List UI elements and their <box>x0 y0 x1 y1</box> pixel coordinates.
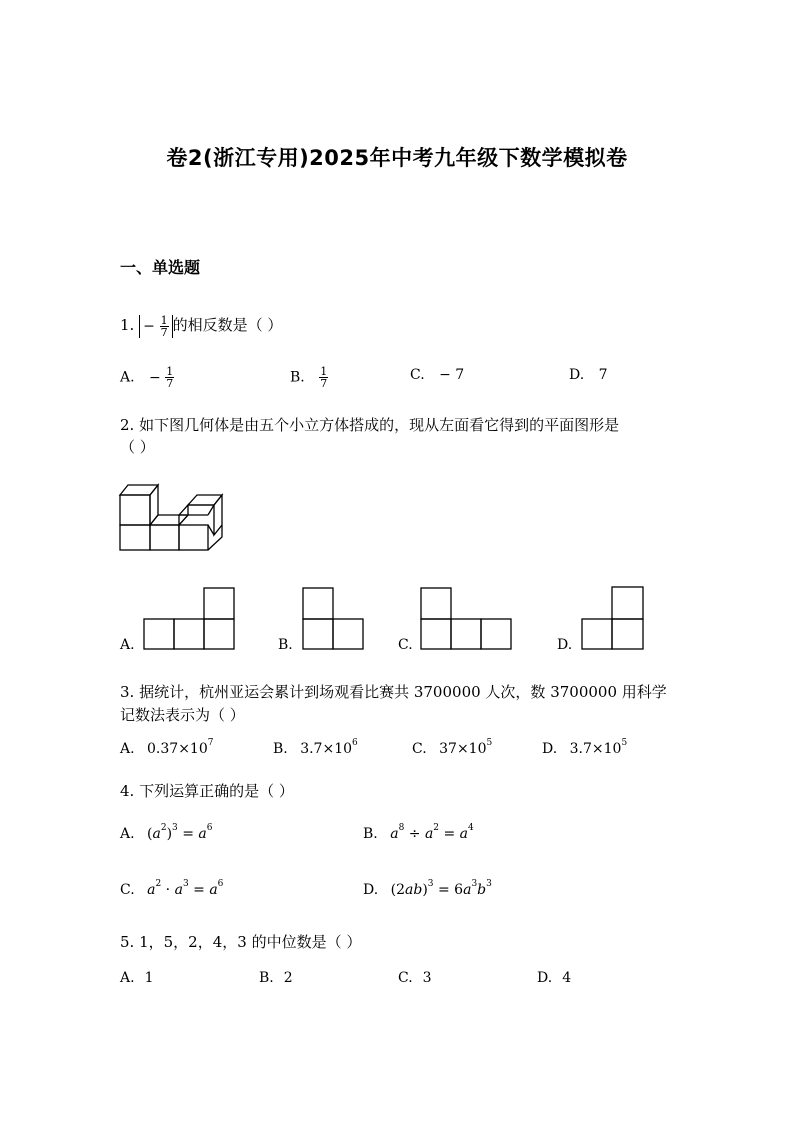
option-4a[interactable]: A. $(a^2)^3 = a^6$ <box>120 823 213 842</box>
option-3a[interactable]: A. $0.37\times 10^7$ <box>120 738 214 757</box>
option-1d[interactable]: D. 7 <box>569 367 608 383</box>
option-2d-figure[interactable] <box>581 586 649 652</box>
section-heading: 一、单选题 <box>120 258 201 277</box>
option-5c[interactable]: C. 3 <box>398 970 432 986</box>
question-3-line-2: 记数法表示为（ ） <box>120 706 245 724</box>
absolute-value-expression: − $\frac{1}{7}$ <box>139 315 173 338</box>
option-3b[interactable]: B. $3.7\times 10^6$ <box>273 738 358 757</box>
option-1b[interactable]: B. $\frac{1}{7}$ <box>290 365 328 390</box>
question-3-line-1: 3. 据统计，杭州亚运会累计到场观看比赛共 3700000 人次，数 3700000 用科学 <box>120 683 667 701</box>
question-2-line-1: 2. 如下图几何体是由五个小立方体搭成的，现从左面看它得到的平面图形是 <box>120 416 620 434</box>
option-4c[interactable]: C. $a^2 \cdot a^3 = a^6$ <box>120 879 224 898</box>
option-2d-label[interactable]: D. <box>557 637 573 653</box>
option-1c[interactable]: C. − 7 <box>410 367 465 383</box>
option-5a[interactable]: A. 1 <box>120 970 154 986</box>
option-2a-label[interactable]: A. <box>120 637 135 653</box>
option-4b[interactable]: B. $a^8 \div a^2 = a^4$ <box>363 823 474 842</box>
fraction: $\frac{1}{7}$ <box>160 313 168 339</box>
question-1 <box>120 314 282 338</box>
option-1a[interactable]: A. − $\frac{1}{7}$ <box>120 365 174 390</box>
option-4d[interactable]: D. $(2ab)^3 = 6a^3b^3$ <box>363 879 492 898</box>
option-2c-label[interactable]: C. <box>398 637 413 653</box>
question-1-text: 的相反数是（ ） <box>172 316 283 334</box>
question-4-line-1: 4. 下列运算正确的是（ ） <box>120 782 294 800</box>
cube-solid-figure <box>118 482 228 556</box>
question-5-line-1: 5. 1，5，2，4，3 的中位数是（ ） <box>120 933 362 951</box>
option-2b-figure[interactable] <box>302 587 368 651</box>
option-2c-figure[interactable] <box>420 587 516 651</box>
option-5d[interactable]: D. 4 <box>537 970 572 986</box>
question-2-line-2: （ ） <box>120 438 155 456</box>
question-1-number: 1. <box>120 316 135 334</box>
page-title: 卷2(浙江专用)2025年中考九年级下数学模拟卷 <box>166 146 628 170</box>
option-3d[interactable]: D. $3.7\times 10^5$ <box>542 738 628 757</box>
option-2b-label[interactable]: B. <box>278 637 293 653</box>
option-3c[interactable]: C. $37\times 10^5$ <box>412 738 493 757</box>
option-2a-figure[interactable] <box>143 587 239 651</box>
option-5b[interactable]: B. 2 <box>259 970 293 986</box>
